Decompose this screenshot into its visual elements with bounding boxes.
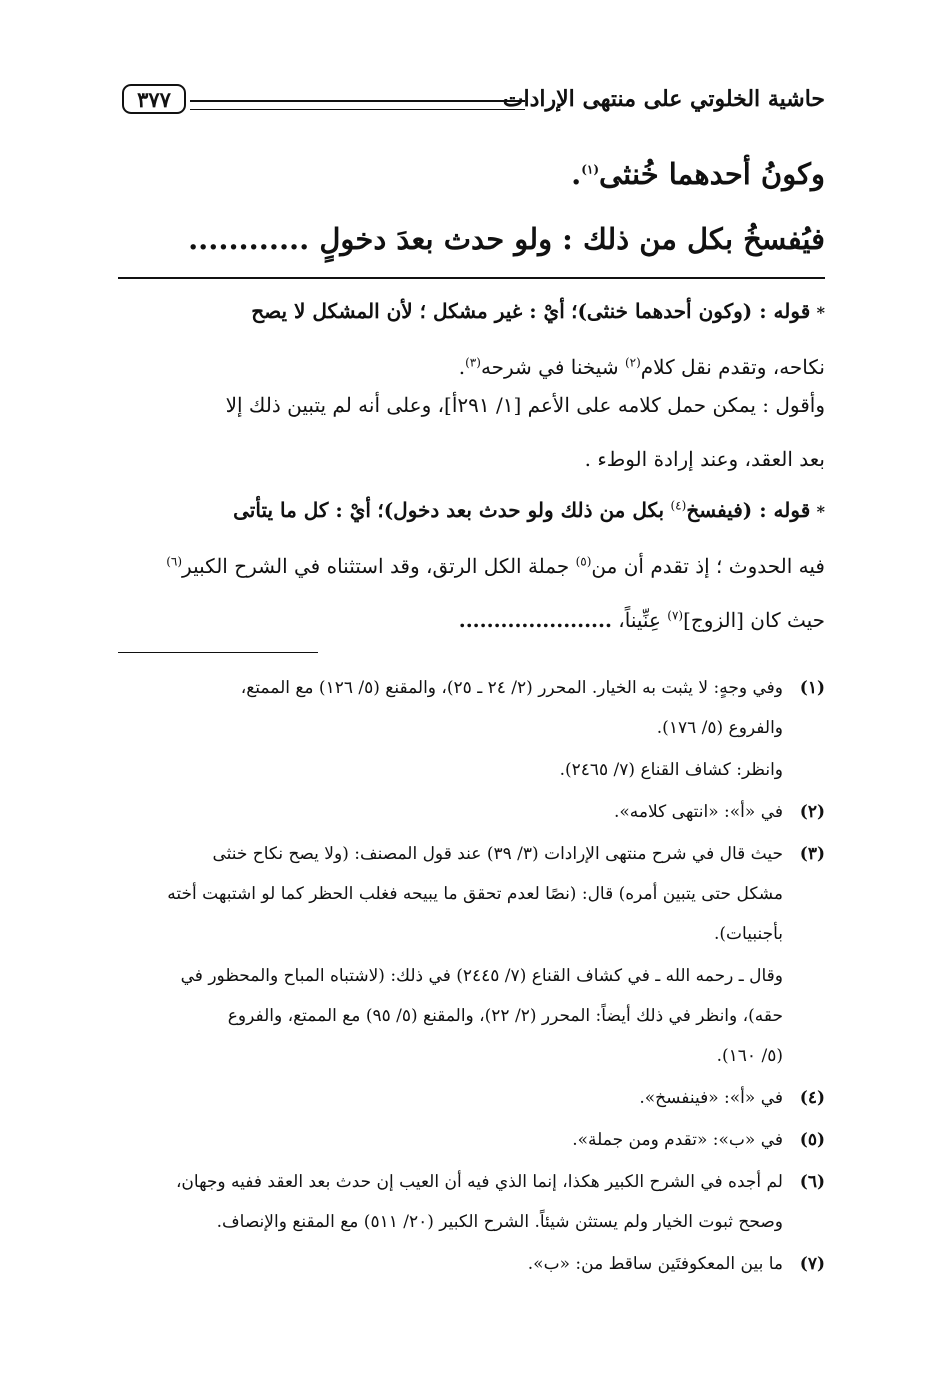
commentary-text: نكاحه، وتقدم نقل كلام bbox=[640, 355, 825, 379]
footnote-ref: (٢) bbox=[624, 355, 641, 370]
footnote-line: وفي وجهٍ: لا يثبت به الخيار. المحرر (٢/ ٢٤ ـ ٢٥)، والمقنع (٥/ ١٢٦) مع الممتع، bbox=[240, 678, 783, 698]
footnote-1 bbox=[118, 668, 825, 748]
footnote-number: (٦) bbox=[799, 1172, 825, 1192]
footnote-number: (٢) bbox=[799, 802, 825, 822]
footnote-line: وانظر: كشاف القناع (٧/ ٢٤٦٥). bbox=[559, 760, 783, 780]
commentary-text: عِنِّيناً، bbox=[618, 608, 661, 632]
footnote-line: ما بين المعكوفتَين ساقط من: «ب». bbox=[527, 1254, 783, 1274]
footnote-3-continued bbox=[118, 956, 825, 1076]
footnote-line: في «ب»: «تقدم ومن جملة». bbox=[572, 1130, 783, 1150]
footnote-line: بأجنبيات). bbox=[713, 924, 783, 944]
matn-separator bbox=[118, 277, 825, 279]
footnote-line: في «أ»: «فينفسخ». bbox=[639, 1088, 783, 1108]
footnote-number: (٤) bbox=[799, 1088, 825, 1108]
leader-dots: ...................... bbox=[458, 608, 612, 632]
commentary-text: أيْ : غير مشكل ؛ لأن المشكل لا يصح bbox=[251, 299, 565, 323]
commentary-line bbox=[118, 539, 825, 593]
footnote-line: والفروع (٥/ ١٧٦). bbox=[656, 718, 783, 738]
footnote-ref: (٥) bbox=[575, 554, 592, 569]
footnote-ref: (٣) bbox=[465, 355, 481, 370]
footnote-ref: (٧) bbox=[667, 608, 684, 623]
footnote-4 bbox=[118, 1078, 825, 1118]
commentary-end: . bbox=[458, 355, 466, 379]
leader-dots: ............ bbox=[188, 222, 310, 256]
footnote-number: (١) bbox=[799, 678, 825, 698]
commentary-line: بعد العقد، وعند إرادة الوطء . bbox=[584, 447, 825, 471]
footnote-line: حيث قال في شرح منتهى الإرادات (٣/ ٣٩) عند قول المصنف: (ولا يصح نكاح خنثى bbox=[212, 844, 783, 864]
page-number: ٣٧٧ bbox=[122, 84, 186, 114]
footnote-ref: (٦) bbox=[166, 554, 183, 569]
running-header bbox=[118, 82, 825, 122]
footnote-ref: (٤) bbox=[670, 498, 687, 513]
header-rule bbox=[190, 100, 525, 110]
commentary-text: جملة الكل الرتق، وقد استثناه في الشرح الكبير bbox=[182, 554, 570, 578]
quoted-lemma: قوله : (فيفسخ bbox=[686, 498, 811, 522]
header-title: حاشية الخلوتي على منتهى الإرادات bbox=[502, 86, 825, 112]
commentary-text: شيخنا في شرحه bbox=[480, 355, 619, 379]
footnote-separator bbox=[118, 652, 318, 653]
commentary-line bbox=[118, 284, 825, 340]
commentary-line: وأقول : يمكن حمل كلامه على الأعم [١/ ٢٩١أ]، وعلى أنه لم يتبين ذلك إلا bbox=[225, 393, 825, 417]
footnote-6 bbox=[118, 1162, 825, 1242]
footnote-line: وقال ـ رحمه الله ـ في كشاف القناع (٧/ ٢٤٤٥) في ذلك: (لاشتباه المباح والمحظور في bbox=[180, 966, 783, 986]
footnote-line: حقه)، وانظر في ذلك أيضاً: المحرر (٢/ ٢٢)، والمقنع (٥/ ٩٥) مع الممتع، والفروع bbox=[227, 1006, 783, 1026]
matn-end: . bbox=[571, 157, 582, 191]
footnote-number: (٥) bbox=[799, 1130, 825, 1150]
matn-line-1 bbox=[118, 157, 825, 191]
footnote-7 bbox=[118, 1244, 825, 1284]
matn-text: فيُفسخُ بكل من ذلك : ولو حدث بعدَ دخولٍ bbox=[319, 222, 825, 256]
footnote-1-continued bbox=[118, 750, 825, 790]
commentary-line bbox=[118, 483, 825, 539]
footnote-number: (٣) bbox=[799, 844, 825, 864]
footnote-line: لم أجده في الشرح الكبير هكذا، إنما الذي فيه أن العيب إن حدث بعد العقد ففيه وجهان، bbox=[175, 1172, 783, 1192]
commentary-paragraph-2 bbox=[118, 378, 825, 486]
book-page bbox=[118, 0, 825, 1378]
commentary-paragraph-3 bbox=[118, 483, 825, 647]
footnote-5 bbox=[118, 1120, 825, 1160]
commentary-text: حيث كان [الزوج] bbox=[683, 608, 825, 632]
footnote-ref: (١) bbox=[581, 162, 600, 177]
footnote-line: في «أ»: «انتهى كلامه». bbox=[613, 802, 783, 822]
footnote-3 bbox=[118, 834, 825, 954]
footnote-2 bbox=[118, 792, 825, 832]
quoted-lemma: قوله : (وكون أحدهما خنثى)؛ bbox=[571, 299, 811, 323]
footnote-line: (٥/ ١٦٠). bbox=[716, 1046, 783, 1066]
commentary-line bbox=[118, 593, 825, 647]
quoted-lemma: بكل من ذلك ولو حدث بعد دخول)؛ bbox=[377, 498, 665, 522]
commentary-text: فيه الحدوث ؛ إذ تقدم أن من bbox=[591, 554, 825, 578]
star-marker: * bbox=[816, 303, 825, 322]
matn-text: وكونُ أحدهما خُنثى bbox=[599, 157, 825, 191]
footnote-line: مشكل حتى يتبين أمره) قال: (نصًا لعدم تحقق ما يبيحه فغلب الحظر كما لو اشتبهت أخته bbox=[167, 884, 783, 904]
matn-line-2 bbox=[118, 222, 825, 256]
footnotes bbox=[118, 668, 825, 1286]
star-marker: * bbox=[816, 502, 825, 521]
footnote-line: وصحح ثبوت الخيار ولم يستثن شيئاً. الشرح الكبير (٢٠/ ٥١١) مع المقنع والإنصاف. bbox=[216, 1212, 783, 1232]
footnote-number: (٧) bbox=[799, 1254, 825, 1274]
commentary-text: أيْ : كل ما يتأتى bbox=[233, 498, 371, 522]
